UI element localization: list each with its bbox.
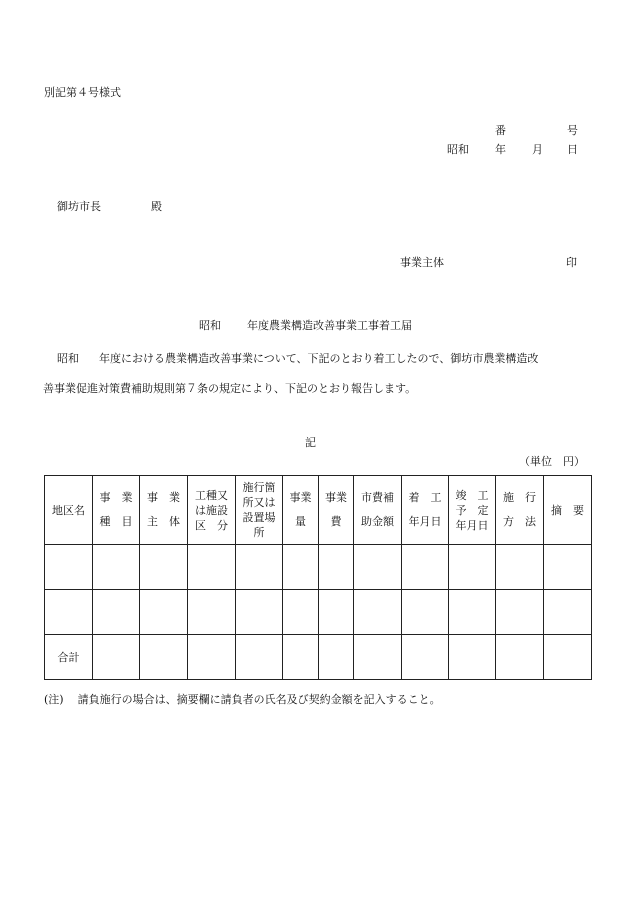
header-cell (283, 476, 319, 545)
table-cell (93, 635, 140, 680)
header-cost: 事業 費 (325, 491, 347, 528)
table-cell (283, 545, 319, 590)
applicant-label: 事業主体 (400, 256, 444, 269)
table-cell (449, 545, 496, 590)
table-cell (354, 590, 402, 635)
footnote-text: 請負施行の場合は、摘要欄に請負者の氏名及び契約金額を記入すること。 (77, 693, 441, 706)
header-work-category: 工種又 は施設 区 分 (195, 488, 228, 532)
ki-heading: 記 (305, 436, 316, 449)
document-title: 年度農業構造改善事業工事着工届 (247, 319, 412, 332)
table-total-row (45, 635, 592, 680)
header-remarks: 摘 要 (551, 503, 584, 517)
header-district: 地区名 (52, 503, 85, 517)
table-cell (319, 545, 354, 590)
seal-mark: 印 (566, 256, 577, 269)
unit-label: （単位 円） (519, 455, 585, 468)
table-cell (402, 590, 449, 635)
date-month: 月 (532, 143, 543, 156)
table-cell (93, 590, 140, 635)
table-cell (354, 635, 402, 680)
form-number-label: 別記第４号様式 (44, 86, 121, 99)
table-cell (188, 635, 236, 680)
date-day: 日 (567, 143, 578, 156)
table-cell (402, 635, 449, 680)
body-line-2: 善事業促進対策費補助規則第７条の規定により、下記のとおり報告します。 (43, 382, 417, 395)
date-year: 年 (495, 143, 506, 156)
header-cell (496, 476, 544, 545)
header-cell (319, 476, 354, 545)
title-era: 昭和 (199, 319, 221, 332)
header-project-type: 事 業 種 目 (99, 491, 133, 528)
table-cell (544, 545, 592, 590)
table-cell (188, 545, 236, 590)
table-row (45, 590, 592, 635)
header-quantity: 事業 量 (289, 491, 312, 528)
table-cell (140, 590, 188, 635)
header-cell (236, 476, 283, 545)
header-cell (449, 476, 496, 545)
table-cell (236, 590, 283, 635)
table-cell (319, 590, 354, 635)
table-cell (402, 545, 449, 590)
table-cell (496, 635, 544, 680)
footnote (44, 691, 441, 707)
header-location: 施行箇 所又は 設置場 所 (242, 481, 276, 539)
table-cell (236, 635, 283, 680)
body-paragraph (43, 344, 588, 404)
addressee-name: 御坊市長 (57, 200, 101, 213)
footnote-label: (注) (44, 693, 64, 706)
table-row (45, 545, 592, 590)
body-era: 昭和 (57, 352, 79, 365)
header-project-entity: 事 業 主 体 (147, 491, 180, 528)
table-cell (544, 635, 592, 680)
table-cell (45, 545, 93, 590)
table-cell (140, 635, 188, 680)
table-header-row (45, 476, 592, 545)
header-cell (188, 476, 236, 545)
table-cell (449, 590, 496, 635)
header-cell (544, 476, 592, 545)
table-cell (319, 635, 354, 680)
header-cell (93, 476, 140, 545)
table-cell (93, 545, 140, 590)
table-cell (45, 590, 93, 635)
header-subsidy: 市費補 助金額 (361, 491, 394, 528)
number-label: 番 (495, 124, 506, 137)
table-cell (496, 545, 544, 590)
header-cell (45, 476, 93, 545)
addressee-honorific: 殿 (151, 200, 162, 213)
table-cell (140, 545, 188, 590)
table-cell (449, 635, 496, 680)
header-cell (402, 476, 449, 545)
table-cell (283, 635, 319, 680)
date-era: 昭和 (447, 143, 469, 156)
total-label: 合計 (45, 635, 93, 680)
table-cell (544, 590, 592, 635)
table-cell (283, 590, 319, 635)
table-cell (236, 545, 283, 590)
table-cell (354, 545, 402, 590)
header-cell (140, 476, 188, 545)
header-method: 施 行 方 法 (503, 491, 536, 528)
header-start-date: 着 工 年月日 (408, 491, 442, 528)
body-line-1: 年度における農業構造改善事業について、下記のとおり着工したので、御坊市農業構造改 (99, 352, 539, 365)
header-cell (354, 476, 402, 545)
header-completion-date: 竣 工 予 定 年月日 (455, 488, 489, 532)
number-suffix: 号 (567, 124, 578, 137)
report-table (44, 475, 592, 680)
table-cell (496, 590, 544, 635)
table-cell (188, 590, 236, 635)
